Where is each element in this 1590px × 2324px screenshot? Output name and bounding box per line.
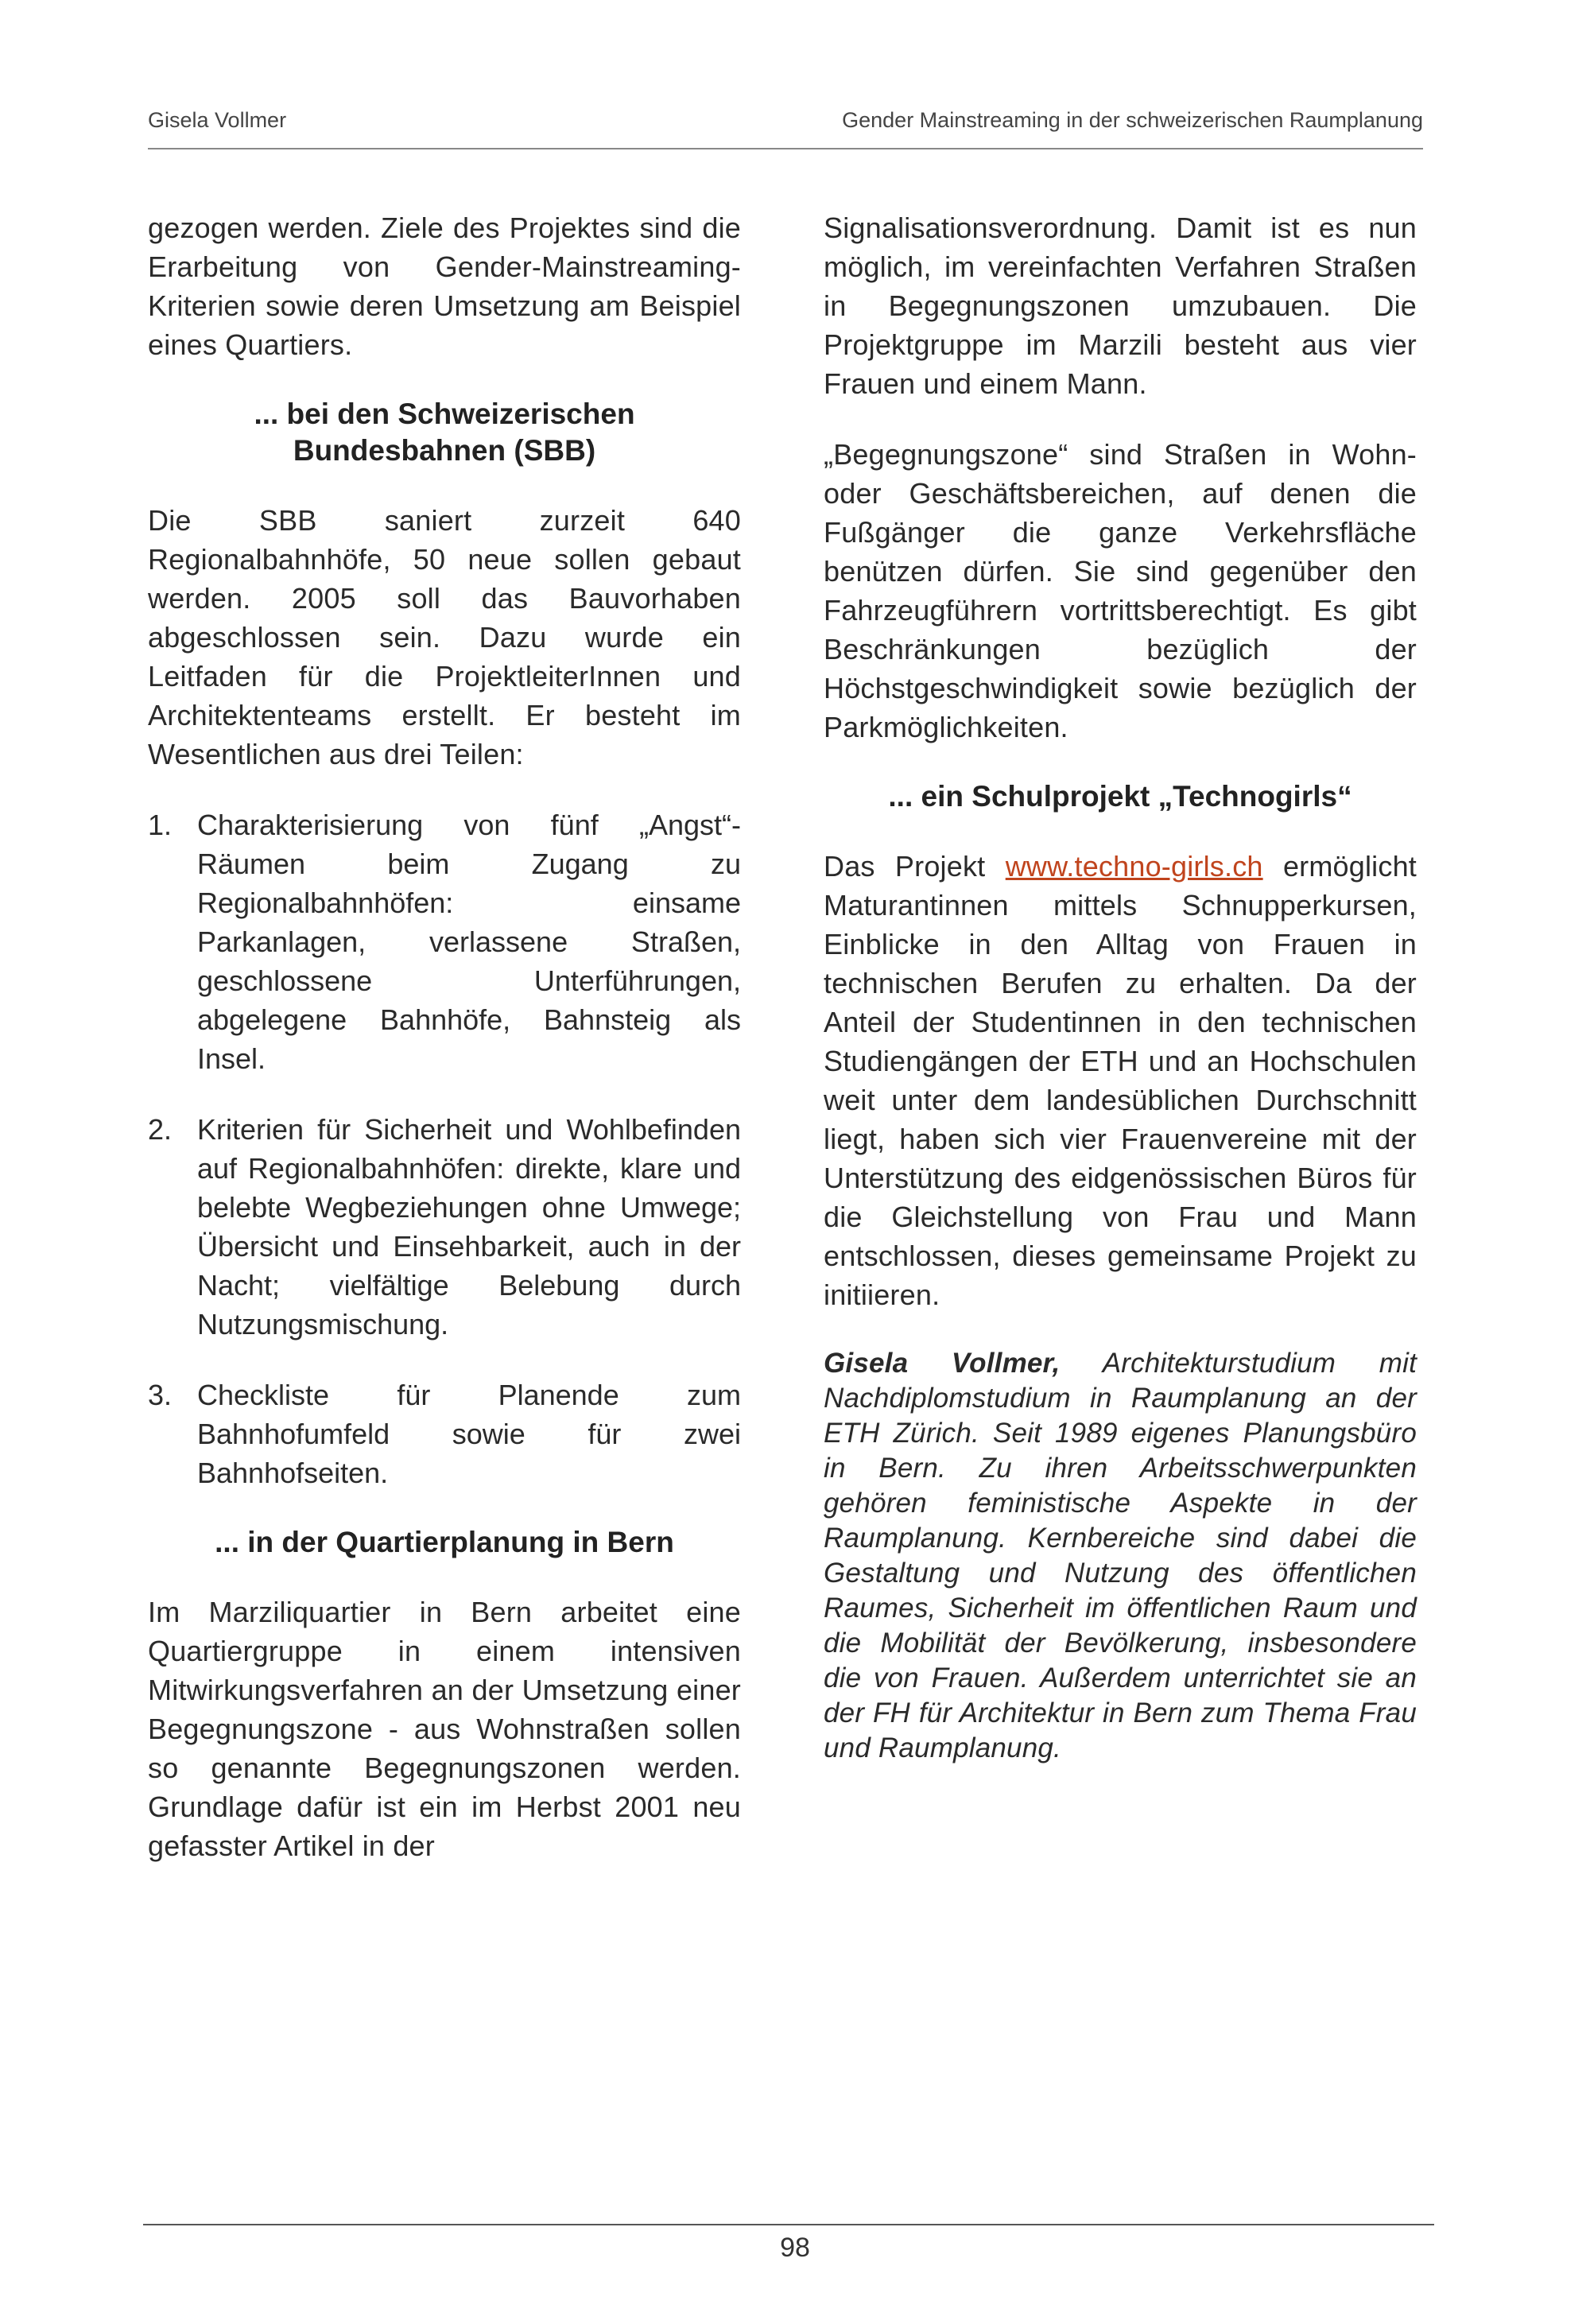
sbb-guideline-list <box>148 805 741 1492</box>
heading-bern: ... in der Quartierplanung in Bern <box>215 1526 674 1558</box>
author-bio-text: Architekturstudium mit Nachdiplomstudium in Raumplanung an der ETH Zürich. Seit 1989 eigenes Planungsbüro in Bern. Zu ihren Arbeitsschwerpunkten gehören feministische Aspekte in der Raumplanung. Kernbereiche sind dabei die Gestaltung und Nutzung des öffentlichen Raumes, Sicherheit im öffentlichen Raum und die Mobilität der Bevölkerung, insbesondere die von Frauen. Außerdem unterrichtet sie an der FH für Architektur in Bern zum Thema Frau und Raumplanung. <box>824 1348 1417 1763</box>
paragraph-technogirls <box>824 847 1417 1314</box>
author-bio <box>824 1346 1417 1766</box>
paragraph-sbb: Die SBB saniert zurzeit 640 Regionalbahnhöfe, 50 neue sollen gebaut werden. 2005 soll das Bauvorhaben abgeschlossen sein. Dazu wurde ein Leitfaden für die ProjektleiterInnen und Architektenteams erstellt. Er besteht im Wesentlichen aus drei Teilen: <box>148 504 741 770</box>
list-item-number: 2. <box>148 1113 173 1146</box>
list-item-text: Checkliste für Planende zum Bahnhofumfeld sowie für zwei Bahnhofseiten. <box>197 1379 741 1489</box>
footer-divider <box>143 2224 1434 2225</box>
list-item-number: 1. <box>148 809 173 841</box>
right-column <box>824 208 1417 1798</box>
author-bio-name: Gisela Vollmer, <box>824 1348 1061 1379</box>
paragraph-begegnungszone: „Begegnungszone“ sind Straßen in Wohn- oder Geschäftsbereichen, auf denen die Fußgänger die ganze Verkehrsfläche benützen dürfen. Sie sind gegenüber den Fahrzeugführern vortrittsberechtigt. Es gibt Beschränkungen bezüglich der Höchstgeschwindigkeit sowie bezüglich der Parkmöglichkeiten. <box>824 438 1417 743</box>
list-item-text: Charakterisierung von fünf „Angst“-Räumen beim Zugang zu Regionalbahnhöfen: einsame Parkanlagen, verlassene Straßen, geschlossene Unterführungen, abgelegene Bahnhöfe, Bahnsteig als Insel. <box>197 809 741 1075</box>
page-number: 98 <box>780 2233 810 2263</box>
paragraph-bern: Im Marziliquartier in Bern arbeitet eine Quartiergruppe in einem intensiven Mitwirkungsverfahren an der Umsetzung einer Begegnungszone - aus Wohnstraßen sollen so genannte Begegnungszonen werden. Grundlage dafür ist ein im Herbst 2001 neu gefasster Artikel in der <box>148 1596 741 1862</box>
list-item <box>148 1110 741 1344</box>
paragraph-technogirls-start: Das Projekt <box>824 850 1006 883</box>
paragraph-signalisation: Signalisationsverordnung. Damit ist es nun möglich, im vereinfachten Verfahren Straßen in Begegnungszonen umzubauen. Die Projektgruppe im Marzili besteht aus vier Frauen und einem Mann. <box>824 211 1417 400</box>
paragraph-technogirls-rest: ermöglicht Maturantinnen mittels Schnupperkursen, Einblicke in den Alltag von Frauen in technischen Berufen zu erhalten. Da der Anteil der Studentinnen in den technischen Studiengängen der ETH und an Hochschulen weit unter dem landesüblichen Durchschnitt liegt, haben sich vier Frauenvereine mit der Unterstützung des eidgenössischen Büros für die Gleichstellung von Frau und Mann entschlossen, dieses gemeinsame Projekt zu initiieren. <box>824 850 1417 1311</box>
running-header-title: Gender Mainstreaming in der schweizerischen Raumplanung <box>842 108 1423 132</box>
list-item-number: 3. <box>148 1379 173 1411</box>
running-header-author: Gisela Vollmer <box>148 108 287 132</box>
list-item <box>148 805 741 1078</box>
techno-girls-link[interactable]: www.techno-girls.ch <box>1005 850 1263 883</box>
header-divider <box>148 148 1423 149</box>
list-item-text: Kriterien für Sicherheit und Wohlbefinden auf Regionalbahnhöfen: direkte, klare und belebte Wegbeziehungen ohne Umwege; Übersicht und Einsehbarkeit, auch in der Nacht; vielfältige Belebung durch Nutzungsmischung. <box>197 1113 741 1340</box>
list-item <box>148 1375 741 1492</box>
paragraph-intro: gezogen werden. Ziele des Projektes sind die Erarbeitung von Gender-Mainstreaming-Kriterien sowie deren Umsetzung am Beispiel eines Quartiers. <box>148 211 741 361</box>
left-column <box>148 208 741 1897</box>
heading-sbb: ... bei den Schweizerischen Bundesbahnen (SBB) <box>254 398 635 467</box>
heading-technogirls: ... ein Schulprojekt „Technogirls“ <box>888 780 1352 813</box>
